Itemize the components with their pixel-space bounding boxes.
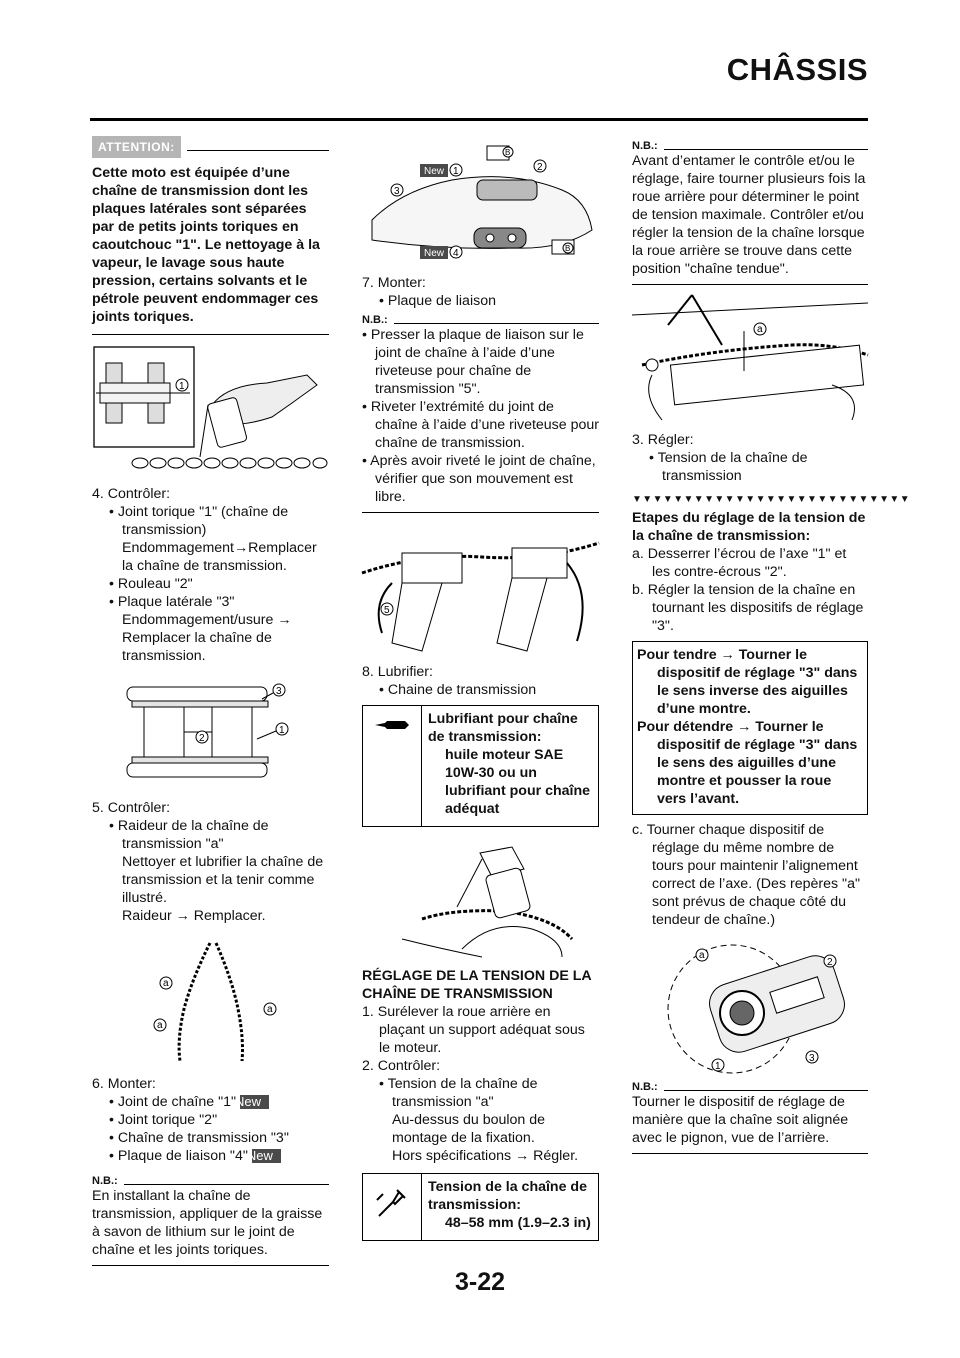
nb-heading: N.B.: — [632, 140, 868, 152]
nb-heading: N.B.: — [92, 1175, 329, 1187]
figure-chain-hanging — [92, 939, 329, 1065]
lubricant-spec-box — [362, 705, 599, 827]
step4-bullet-3: • Plaque latérale "3" — [109, 594, 235, 610]
fig-label-1b: 1 — [279, 725, 285, 736]
step8-title: 8. Lubrifier: — [362, 664, 433, 680]
nb-text: En installant la chaîne de transmission, appliquer de la graisse à savon de lithium sur le joint de chaîne et les joints toriques. — [92, 1188, 323, 1258]
tension-title: Tension de la chaîne de transmission: — [428, 1179, 587, 1213]
attention-label: ATTENTION: — [92, 136, 181, 158]
step5-bullet-1-action: Raideur → Remplacer. — [122, 908, 266, 924]
step6-title: 6. Monter: — [92, 1076, 156, 1092]
step3-bullet-1: • Tension de la chaîne de transmission — [649, 450, 808, 484]
step8-bullet-1: • Chaine de transmission — [379, 682, 537, 698]
step7-title: 7. Monter: — [362, 275, 426, 291]
fig-label-1: 1 — [179, 381, 185, 392]
step6-bullet-2: • Joint torique "2" — [109, 1112, 218, 1128]
fig-label-a3: a — [267, 1004, 273, 1015]
figure-adjuster — [632, 939, 868, 1075]
page-number: 3-22 — [454, 1268, 506, 1296]
procedure-step-c: c. Tourner chaque dispositif de réglage du même nombre de tours pour maintenir l’alignement correct de l’axe. (Des repères "a" sont prévus de chaque côté du tendeur de chaîne.) — [632, 822, 860, 928]
adjust-step-2-action: Hors spécifications → Régler. — [392, 1148, 579, 1164]
fig-label-b1: B — [505, 148, 511, 157]
figure-link-plate — [362, 140, 599, 270]
tension-spec-box — [362, 1173, 599, 1241]
step5-bullet-1: • Raideur de la chaîne de transmission "a" — [109, 818, 269, 852]
fig-label-a2: a — [157, 1020, 163, 1031]
adjust-step-2-title: 2. Contrôler: — [362, 1058, 441, 1074]
column-1 — [92, 136, 329, 1274]
fig-label-1d: 1 — [715, 1061, 721, 1072]
adjust-direction-box — [632, 641, 868, 815]
fig-label-a4: a — [757, 324, 763, 335]
nb2-heading: N.B.: — [632, 1081, 868, 1093]
procedure-title: Etapes du réglage de la tension de la chaîne de transmission: — [632, 510, 866, 544]
figure-lubricate — [362, 839, 599, 959]
wrench-icon — [363, 1174, 422, 1240]
fig-label-2: 2 — [199, 733, 205, 744]
figure-riveter — [362, 523, 599, 653]
fig-label-a1: a — [163, 978, 169, 989]
fig-new-2: New — [424, 248, 445, 259]
step4-bullet-3-action: Endommagement/usure → Remplacer la chaîne de transmission. — [122, 612, 292, 664]
adjust-step-2-text: Au-dessus du boulon de montage de la fixation. — [392, 1112, 546, 1146]
procedure-start-marker: ▼▼▼▼▼▼▼▼▼▼▼▼▼▼▼▼▼▼▼▼▼▼▼▼▼▼▼ — [632, 494, 911, 505]
attention-text: Cette moto est équipée d’une chaîne de transmission dont les plaques latérales sont séparées par de petits joints toriques en caoutchouc "1". Le nettoyage à la vapeur, le lavage sous haute pression, certains solvants et le pétrole peuvent endommager ces joints toriques. — [92, 165, 320, 325]
step7-bullet-1: • Plaque de liaison — [379, 293, 496, 309]
new-badge: New — [240, 1095, 269, 1109]
step6-bullet-1: • Joint de chaîne "1" New — [92, 1093, 329, 1111]
nb-bullet-2: • Riveter l’extrémité du joint de chaîne à l’aide d’une riveteuse pour chaîne de transmission. — [362, 399, 600, 451]
procedure-step-a: a. Desserrer l’écrou de l’axe "1" et les contre-écrous "2". — [632, 546, 847, 580]
fig-label-b2: B — [565, 244, 571, 253]
nb-text: Avant d’entamer le contrôle et/ou le réglage, faire tourner plusieurs fois la roue arrière pour déterminer le point de tension maximale. Contrôler et/ou régler la tension de la chaîne lorsque la roue arrière se trouve dans cette position "chaîne tendue". — [632, 153, 866, 277]
step5-title: 5. Contrôler: — [92, 800, 171, 816]
fig-label-3d: 3 — [809, 1053, 815, 1064]
nb-bullet-1: • Presser la plaque de liaison sur le joint de chaîne à l’aide d’une riveteuse pour chaîne de transmission "5". — [362, 327, 584, 397]
lubricant-value: huile moteur SAE 10W-30 ou un lubrifiant pour chaîne adéquat — [445, 747, 591, 817]
step3-title: 3. Régler: — [632, 432, 694, 448]
page-title: CHÂSSIS — [726, 52, 868, 87]
oil-can-icon — [363, 706, 422, 826]
header-rule — [90, 118, 868, 121]
procedure-step-b: b. Régler la tension de la chaîne en tournant les dispositifs de réglage "3". — [632, 582, 864, 634]
tension-value: 48–58 mm (1.9–2.3 in) — [445, 1215, 591, 1231]
new-badge: New — [252, 1149, 281, 1163]
fig-label-5: 5 — [384, 605, 390, 616]
figure-chain-tension — [632, 295, 868, 425]
adjust-step-1: 1. Surélever la roue arrière en plaçant un support adéquat sous le moteur. — [362, 1004, 585, 1056]
fig-label-a5: a — [699, 950, 705, 961]
column-2 — [362, 140, 599, 1241]
adjust-step-2-bullet: • Tension de la chaîne de transmission "a" — [379, 1076, 538, 1110]
loosen-instruction: Pour détendre → Tourner le dispositif de réglage "3" dans le sens des aiguilles d’une montre et pousser la roue vers l’avant. — [637, 719, 858, 807]
fig-label-4c: 4 — [453, 248, 459, 259]
step5-bullet-1-text: Nettoyer et lubrifier la chaîne de transmission et la tenir comme illustré. — [122, 854, 324, 906]
fig-label-1c: 1 — [453, 166, 459, 177]
nb2-text: Tourner le dispositif de réglage de manière que la chaîne soit alignée avec le pignon, vue de l’arrière. — [632, 1094, 849, 1146]
tighten-instruction: Pour tendre → Tourner le dispositif de réglage "3" dans le sens inverse des aiguilles d’une montre. — [637, 647, 858, 717]
section-title: RÉGLAGE DE LA TENSION DE LA CHAÎNE DE TRANSMISSION — [362, 968, 592, 1002]
column-3 — [632, 140, 911, 1162]
fig-label-2d: 2 — [827, 957, 833, 968]
step4-bullet-1-action: Endommagement→Remplacer la chaîne de transmission. — [122, 540, 317, 574]
figure-chain-parts — [92, 679, 329, 789]
nb-bullet-3: • Après avoir riveté le joint de chaîne, vérifier que son mouvement est libre. — [362, 453, 596, 505]
fig-new-1: New — [424, 166, 445, 177]
step4-bullet-1: • Joint torique "1" (chaîne de transmission) — [109, 504, 289, 538]
step4-bullet-2: • Rouleau "2" — [109, 576, 193, 592]
fig-label-3: 3 — [276, 686, 282, 697]
fig-label-3c: 3 — [394, 186, 400, 197]
figure-chain-spray — [92, 345, 329, 475]
attention-heading — [92, 136, 329, 158]
lubricant-title: Lubrifiant pour chaîne de transmission: — [428, 711, 578, 745]
step6-bullet-3: • Chaîne de transmission "3" — [109, 1130, 289, 1146]
nb-heading: N.B.: — [362, 314, 599, 326]
fig-label-2c: 2 — [537, 162, 543, 173]
step4-title: 4. Contrôler: — [92, 486, 171, 502]
step6-bullet-4: • Plaque de liaison "4" New — [92, 1147, 329, 1165]
